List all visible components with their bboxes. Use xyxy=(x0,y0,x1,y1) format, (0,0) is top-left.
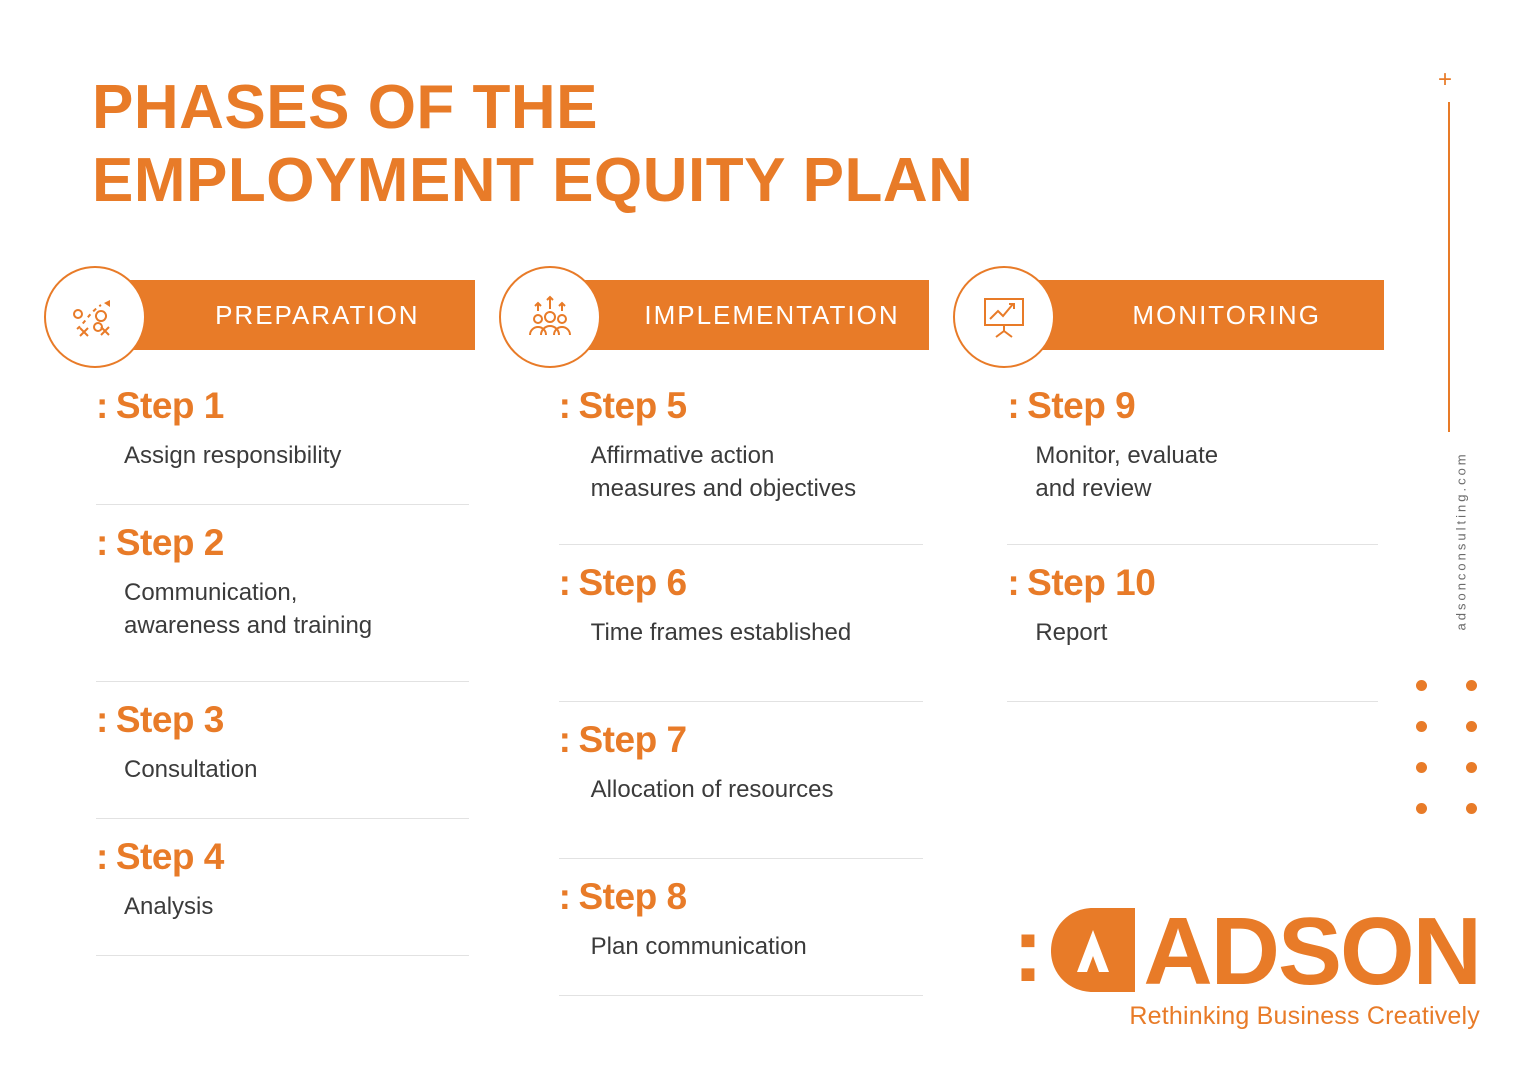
dot xyxy=(1416,803,1427,814)
step-label-text: Step 2 xyxy=(115,522,224,563)
plus-icon: + xyxy=(1438,66,1453,93)
dot xyxy=(1466,680,1477,691)
phase-header-preparation xyxy=(44,266,475,364)
presentation-chart-icon xyxy=(953,266,1055,368)
step-label-text: Step 10 xyxy=(1027,562,1156,603)
logo-word: ADSON xyxy=(1143,897,1480,1005)
dot xyxy=(1416,721,1427,732)
step-item xyxy=(559,386,924,545)
step-description: Consultation xyxy=(124,755,258,783)
page-title-line-2: EMPLOYMENT EQUITY PLAN xyxy=(92,145,974,215)
dot xyxy=(1416,762,1427,773)
logo-tagline: Rethinking Business Creatively xyxy=(1129,1002,1480,1030)
step-label-text: Step 8 xyxy=(578,876,687,917)
logo-colon: : xyxy=(1012,898,1044,1001)
phase-column-implementation xyxy=(499,266,930,1014)
step-description: Plan communication xyxy=(590,932,807,960)
page-title xyxy=(92,72,1342,217)
step-item xyxy=(96,386,469,505)
step-item xyxy=(96,700,469,819)
step-item xyxy=(1007,563,1378,702)
step-label: : Step 10 xyxy=(1007,562,1156,603)
steps-list-implementation xyxy=(499,386,930,996)
step-label: : Step 3 xyxy=(96,699,224,740)
step-label: : Step 7 xyxy=(558,719,687,760)
step-label-text: Step 3 xyxy=(115,699,224,740)
dot xyxy=(1416,680,1427,691)
step-label-text: Step 7 xyxy=(578,719,687,760)
step-label: : Step 6 xyxy=(558,562,687,603)
brand-logo xyxy=(1010,897,1480,1031)
strategy-icon xyxy=(44,266,146,368)
steps-list-monitoring xyxy=(953,386,1384,702)
step-description: Communication, awareness and training xyxy=(124,578,373,639)
website-url: adsonconsulting.com xyxy=(1453,451,1469,631)
dot xyxy=(1466,803,1477,814)
step-item xyxy=(96,523,469,682)
dot-grid xyxy=(1416,680,1486,814)
step-label: : Step 4 xyxy=(96,836,224,877)
step-label-text: Step 1 xyxy=(115,385,224,426)
dot xyxy=(1466,762,1477,773)
page-title-line-1: PHASES OF THE xyxy=(92,73,599,142)
step-description: Allocation of resources xyxy=(590,775,834,803)
vertical-rule xyxy=(1448,102,1450,432)
dot xyxy=(1466,721,1477,732)
step-label-text: Step 9 xyxy=(1027,385,1136,426)
step-label: : Step 2 xyxy=(96,522,224,563)
step-item xyxy=(559,563,924,702)
phase-column-preparation xyxy=(44,266,475,1014)
step-item xyxy=(1007,386,1378,545)
phase-header-bar xyxy=(1003,280,1384,350)
step-label: : Step 1 xyxy=(96,385,224,426)
phase-header-monitoring xyxy=(953,266,1384,364)
step-label: : Step 9 xyxy=(1007,385,1136,426)
step-description: Report xyxy=(1035,618,1108,646)
step-label: : Step 8 xyxy=(558,876,687,917)
logo-wordmark xyxy=(1010,897,1480,1005)
right-rail xyxy=(1424,68,1484,848)
phase-header-implementation xyxy=(499,266,930,364)
step-description: Affirmative action measures and objectives xyxy=(590,441,857,502)
step-item xyxy=(559,720,924,859)
step-description: Assign responsibility xyxy=(124,441,342,469)
step-item xyxy=(96,837,469,956)
step-label-text: Step 4 xyxy=(115,836,224,877)
step-description: Monitor, evaluate and review xyxy=(1035,441,1219,502)
logo-a-mark-icon xyxy=(1047,904,1139,996)
phase-header-label: MONITORING xyxy=(1132,299,1321,330)
step-item xyxy=(559,877,924,996)
phase-header-bar xyxy=(94,280,475,350)
step-description: Analysis xyxy=(124,892,214,920)
step-label-text: Step 5 xyxy=(578,385,687,426)
phase-header-bar xyxy=(549,280,930,350)
people-growth-icon xyxy=(499,266,601,368)
phase-header-label: IMPLEMENTATION xyxy=(644,299,900,330)
step-description: Time frames established xyxy=(590,618,852,646)
step-label: : Step 5 xyxy=(558,385,687,426)
steps-list-preparation xyxy=(44,386,475,956)
phase-header-label: PREPARATION xyxy=(215,299,420,330)
step-label-text: Step 6 xyxy=(578,562,687,603)
